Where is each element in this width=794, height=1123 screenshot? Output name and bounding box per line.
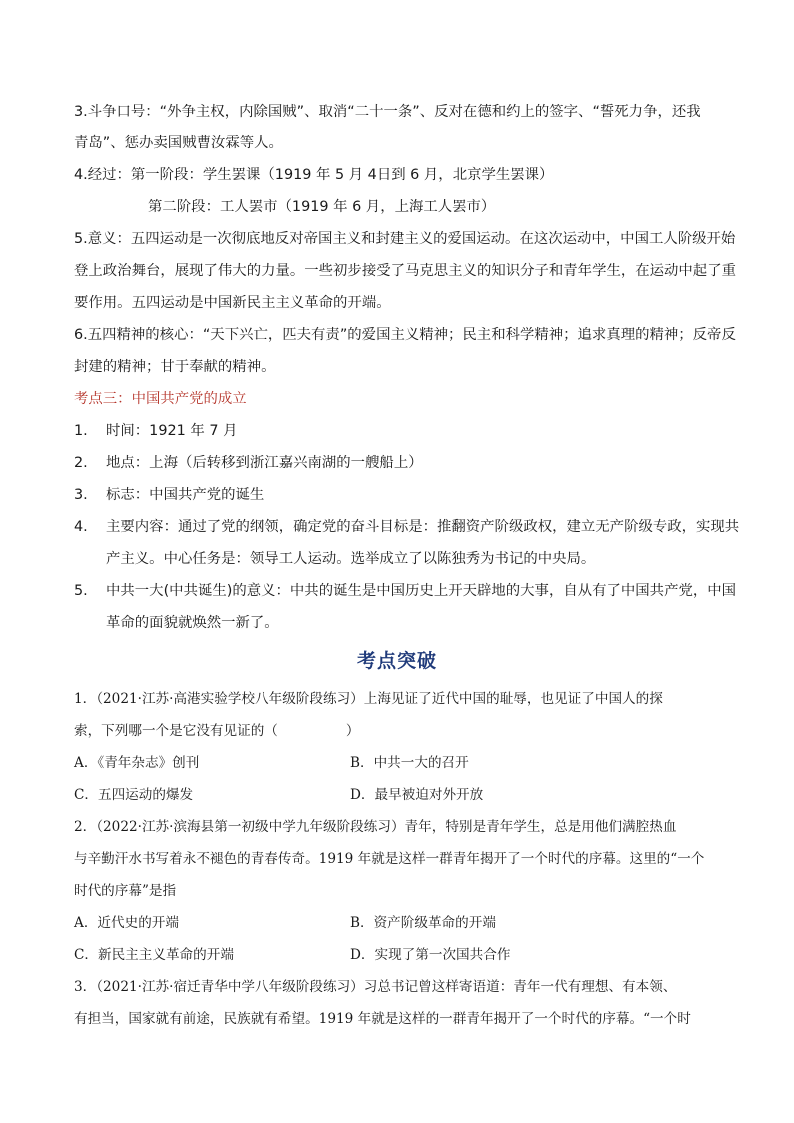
practice-title: 考点突破 xyxy=(356,650,437,672)
option-d[interactable]: D．最早被迫对外开放 xyxy=(350,787,484,803)
list-item: 中共一大(中共诞生)的意义：中共的诞生是中国历史上开天辟地的大事，自从有了中国共产党，中国 xyxy=(106,583,737,599)
list-number: 3. xyxy=(74,487,88,503)
question-text: 2．（2022·江苏·滨海县第一初级中学九年级阶段练习）青年，特别是青年学生，总是用他们满腔热血 xyxy=(74,819,677,835)
question-text: 有担当，国家就有前途，民族就有希望。1919 年就是这样的一群青年揭开了一个时代的序幕。“一个时 xyxy=(74,1011,691,1027)
question-text: 时代的序幕”是指 xyxy=(74,883,177,899)
option-c[interactable]: C．新民主主义革命的开端 xyxy=(74,947,234,963)
question-text: 1．（2021·江苏·高港实验学校八年级阶段练习）上海见证了近代中国的耻辱，也见证了中国人的探 xyxy=(74,691,663,707)
option-a[interactable]: A．《青年杂志》创刊 xyxy=(74,755,200,771)
list-item: 主要内容：通过了党的纲领，确定党的奋斗目标是：推翻资产阶级政权，建立无产阶级专政，实现共 xyxy=(106,519,740,535)
summary-line: 6.五四精神的核心：“天下兴亡，匹夫有责”的爱国主义精神；民主和科学精神；追求真理的精神；反帝反 xyxy=(74,327,736,343)
list-item-continued: 产主义。中心任务是：领导工人运动。选举成立了以陈独秀为书记的中央局。 xyxy=(106,551,596,567)
question-text: 索，下列哪一个是它没有见证的（ ） xyxy=(74,723,360,739)
list-number: 2. xyxy=(74,455,88,471)
summary-line: 4.经过：第一阶段：学生罢课（1919 年 5 月 4日到 6 月，北京学生罢课） xyxy=(74,167,554,183)
list-number: 5. xyxy=(74,583,88,599)
question-text: 3．（2021·江苏·宿迁青华中学八年级阶段练习）习总书记曾这样寄语道：青年一代有理想、有本领、 xyxy=(74,979,677,995)
list-item: 标志：中国共产党的诞生 xyxy=(106,487,265,503)
option-a[interactable]: A．近代史的开端 xyxy=(74,915,179,931)
list-item-continued: 革命的面貌就焕然一新了。 xyxy=(106,615,279,631)
option-d[interactable]: D．实现了第一次国共合作 xyxy=(350,947,511,963)
section-heading: 考点三：中国共产党的成立 xyxy=(74,391,247,407)
option-b[interactable]: B．中共一大的召开 xyxy=(350,755,469,771)
option-c[interactable]: C．五四运动的爆发 xyxy=(74,787,194,803)
summary-line: 5.意义：五四运动是一次彻底地反对帝国主义和封建主义的爱国运动。在这次运动中，中国工人阶级开始 xyxy=(74,231,736,247)
list-number: 1. xyxy=(74,423,88,439)
list-item: 时间：1921 年 7 月 xyxy=(106,423,238,439)
question-text: 与辛勤汗水书写着永不褪色的青春传奇。1919 年就是这样一群青年揭开了一个时代的序幕。这里的“一个 xyxy=(74,851,705,867)
summary-line: 3.斗争口号：“外争主权，内除国贼”、取消“二十一条”、反对在德和约上的签字、“誓死力争，还我 xyxy=(74,104,701,120)
summary-line: 青岛”、惩办卖国贼曹汝霖等人。 xyxy=(74,135,283,151)
option-b[interactable]: B．资产阶级革命的开端 xyxy=(350,915,496,931)
summary-line: 要作用。五四运动是中国新民主主义革命的开端。 xyxy=(74,295,391,311)
list-item: 地点：上海（后转移到浙江嘉兴南湖的一艘船上） xyxy=(106,455,423,471)
summary-line: 封建的精神；甘于奉献的精神。 xyxy=(74,359,276,375)
summary-line: 第二阶段：工人罢市（1919 年 6 月，上海工人罢市） xyxy=(148,199,496,215)
summary-line: 登上政治舞台，展现了伟大的力量。一些初步接受了马克思主义的知识分子和青年学生，在运动中起了重 xyxy=(74,263,736,279)
list-number: 4. xyxy=(74,519,88,535)
